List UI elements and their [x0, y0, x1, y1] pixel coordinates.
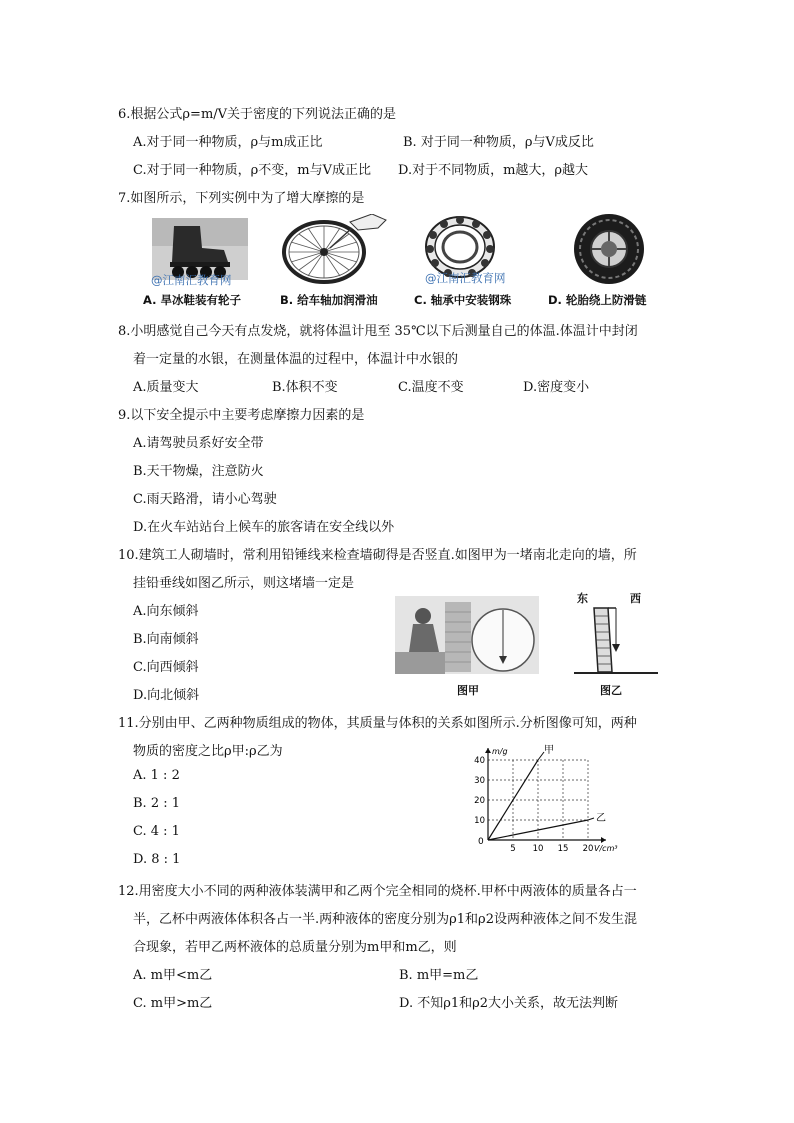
q11-stem-line2: 物质的密度之比ρ甲:ρ乙为	[133, 744, 283, 759]
q8-option-b: B.体积不变	[272, 380, 338, 395]
q10-stem-line2: 挂铅垂线如图乙所示，则这堵墙一定是	[133, 576, 355, 591]
q11-option-b: B. 2 : 1	[133, 796, 181, 811]
q12-stem-line3: 合现象，若甲乙两杯液体的总质量分别为m甲和m乙，则	[133, 940, 457, 955]
q9-option-b: B.天干物燥，注意防火	[133, 464, 264, 479]
series-label-jia: 甲	[544, 745, 554, 756]
q10-option-b: B.向南倾斜	[133, 632, 199, 647]
x-tick-label: 5	[510, 844, 516, 854]
q7-caption-a: A. 旱冰鞋装有轮子	[143, 293, 241, 307]
q6-option-c: C.对于同一种物质，ρ不变，m与V成正比	[133, 163, 371, 178]
q6-option-b: B. 对于同一种物质，ρ与V成反比	[403, 135, 594, 150]
q12-stem-line2: 半，乙杯中两液体体积各占一半.两种液体的密度分别为ρ1和ρ2设两种液体之间不发生混	[133, 912, 637, 927]
q7-caption-c: C. 轴承中安装钢珠	[414, 293, 512, 307]
q10-option-c: C.向西倾斜	[133, 660, 199, 675]
series-label-leader	[588, 818, 594, 820]
y-tick-label: 40	[474, 756, 485, 766]
west-label: 西	[630, 592, 641, 605]
q9-option-a: A.请驾驶员系好安全带	[133, 436, 264, 451]
tire-chain-image	[570, 212, 648, 286]
q8-option-d: D.密度变小	[523, 380, 590, 395]
figure-yi-wall-diagram	[570, 606, 662, 678]
east-label: 东	[577, 592, 588, 605]
y-tick-label: 10	[474, 816, 485, 826]
q9-option-c: C.雨天路滑，请小心驾驶	[133, 492, 277, 507]
q7-caption-b: B. 给车轴加润滑油	[280, 293, 378, 307]
y-tick-label: 30	[474, 776, 485, 786]
q7-watermark-1: @江南汇教育网	[151, 273, 232, 287]
q12-option-d: D. 不知ρ1和ρ2大小关系，故无法判断	[399, 996, 619, 1011]
mass-volume-chart	[470, 744, 620, 856]
q9-option-d: D.在火车站站台上候车的旅客请在安全线以外	[133, 520, 395, 535]
x-tick-label: 20	[582, 844, 594, 854]
origin-label: 0	[478, 837, 484, 847]
x-tick-label: 10	[532, 844, 544, 854]
q7-stem: 7.如图所示，下列实例中为了增大摩擦的是	[118, 191, 365, 206]
figure-jia-label: 图甲	[457, 684, 479, 697]
figure-yi-label: 图乙	[600, 684, 622, 697]
q8-option-c: C.温度不变	[398, 380, 464, 395]
q10-option-a: A.向东倾斜	[133, 604, 199, 619]
y-axis-label: m/g	[492, 747, 508, 756]
q11-option-a: A. 1 : 2	[133, 768, 180, 783]
bicycle-wheel-image	[268, 214, 392, 284]
q6-option-a: A.对于同一种物质，ρ与m成正比	[133, 135, 323, 150]
x-axis-arrow	[601, 837, 606, 843]
q11-stem-line1: 11.分别由甲、乙两种物质组成的物体，其质量与体积的关系如图所示.分析图像可知，两种	[118, 716, 637, 731]
chart-grid	[488, 760, 588, 840]
q6-stem: 6.根据公式ρ=m/V关于密度的下列说法正确的是	[118, 107, 397, 122]
figure-jia-image	[395, 596, 539, 674]
q12-option-c: C. m甲>m乙	[133, 996, 213, 1011]
q8-stem-line2: 着一定量的水银，在测量体温的过程中，体温计中水银的	[133, 352, 459, 367]
y-axis-arrow	[485, 748, 491, 753]
q7-watermark-2: @江南汇教育网	[425, 271, 506, 285]
q11-option-d: D. 8 : 1	[133, 852, 181, 867]
x-tick-label: 15	[557, 844, 569, 854]
series-label-yi: 乙	[596, 813, 606, 824]
x-axis-label: V/cm³	[594, 844, 618, 853]
skate-image	[152, 218, 248, 280]
q8-stem-line1: 8.小明感觉自己今天有点发烧，就将体温计甩至 35℃以下后测量自己的体温.体温计中封闭	[118, 324, 638, 339]
q10-option-d: D.向北倾斜	[133, 688, 200, 703]
q12-stem-line1: 12.用密度大小不同的两种液体装满甲和乙两个完全相同的烧杯.甲杯中两液体的质量各占一	[118, 884, 637, 899]
q12-option-a: A. m甲<m乙	[133, 968, 213, 983]
q6-option-d: D.对于不同物质，m越大，ρ越大	[398, 163, 589, 178]
q12-option-b: B. m甲=m乙	[399, 968, 479, 983]
y-tick-label: 20	[474, 796, 485, 806]
q11-option-c: C. 4 : 1	[133, 824, 180, 839]
q10-stem-line1: 10.建筑工人砌墙时，常利用铅锤线来检查墙砌得是否竖直.如图甲为一堵南北走向的墙，所	[118, 548, 637, 563]
q7-caption-d: D. 轮胎绕上防滑链	[548, 293, 647, 307]
q9-stem: 9.以下安全提示中主要考虑摩擦力因素的是	[118, 408, 365, 423]
q8-option-a: A.质量变大	[133, 380, 199, 395]
